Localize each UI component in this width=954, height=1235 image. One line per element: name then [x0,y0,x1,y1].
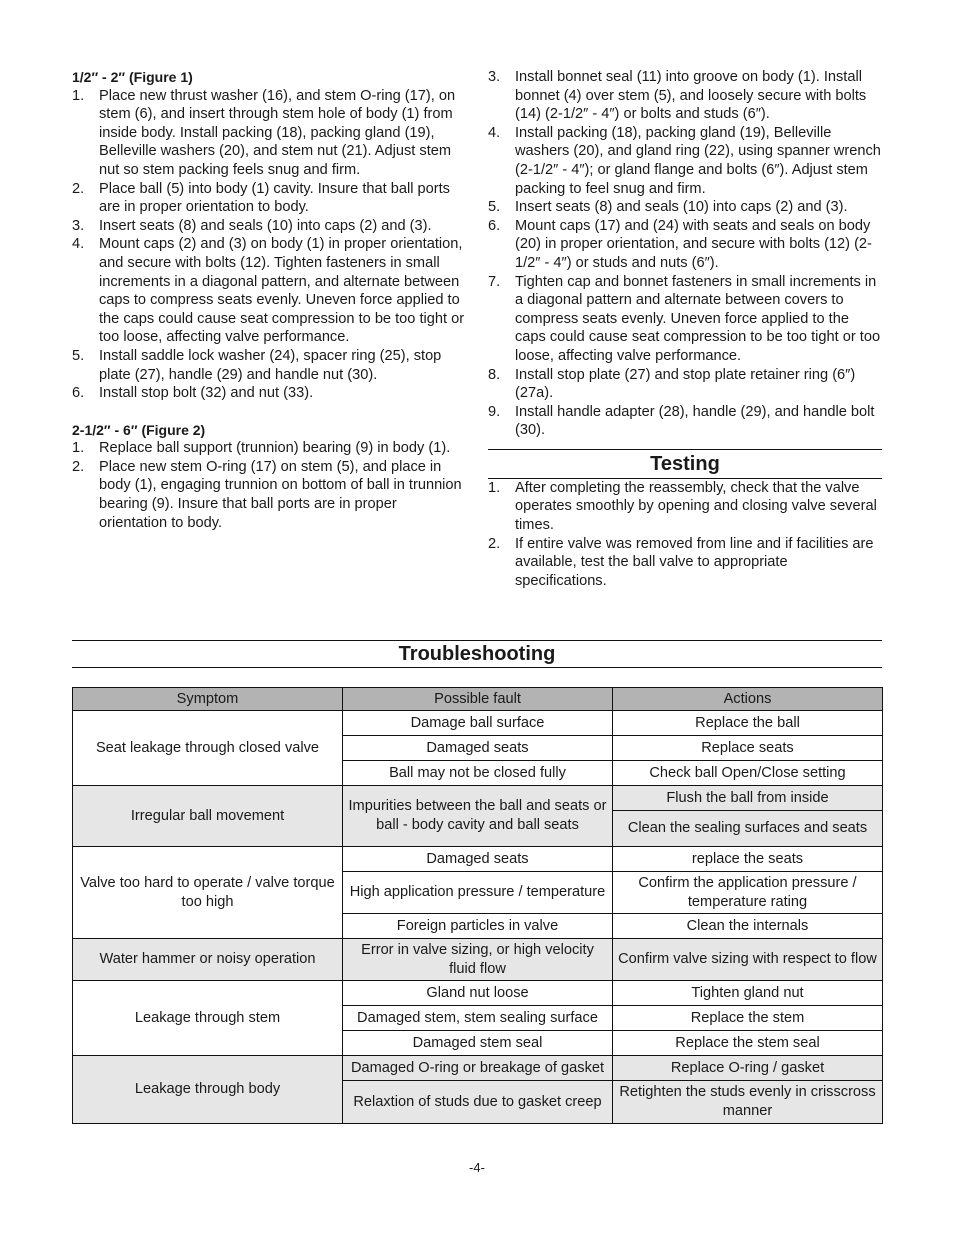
fault-cell: Damaged stem, stem sealing surface [343,1006,613,1031]
step-text: Mount caps (17) and (24) with seats and seals on body (20) in proper orientation, and secure with bolts (12) (2-1/2″ - 4″) or studs and nuts (6″). [515,217,872,271]
troubleshooting-title: Troubleshooting [72,640,882,668]
list-item [488,217,882,273]
fault-cell: Gland nut loose [343,981,613,1006]
action-cell: Replace the ball [613,711,883,736]
page-number: -4- [469,1160,485,1175]
list-item [72,235,468,347]
testing-title: Testing [650,452,720,475]
table-row [73,847,883,872]
action-cell: Confirm valve sizing with respect to flow [613,939,883,981]
action-cell: Check ball Open/Close setting [613,761,883,786]
step-text: Insert seats (8) and seals (10) into caps (2) and (3). [515,199,848,216]
step-text: Install handle adapter (28), handle (29), and handle bolt (30). [515,403,875,439]
step-number: 9. [488,403,501,420]
column-header-fault: Possible fault [343,688,613,711]
step-text: Install stop plate (27) and stop plate retainer ring (6″)(27a). [515,366,856,402]
action-cell: Tighten gland nut [613,981,883,1006]
small-valve-steps [72,87,468,403]
step-text: Place new thrust washer (16), and stem O-ring (17), on stem (6), and insert through stem hole of body (1) from inside body. Install packing (18), packing gland (19), Belleville washers (20), and stem nut (21). Adjust stem nut so stem packing feels snug and firm. [99,87,456,178]
action-cell: Retighten the studs evenly in crisscross manner [613,1081,883,1123]
column-header-actions: Actions [613,688,883,711]
step-number: 1. [488,479,501,496]
list-item [72,87,468,180]
symptom-cell: Leakage through stem [73,981,343,1056]
list-item [72,458,468,532]
action-cell: Replace seats [613,736,883,761]
table-header-row [73,688,883,711]
troubleshooting-header [72,640,882,668]
table-row [73,1056,883,1081]
table-row [73,939,883,981]
step-number: 3. [72,217,85,234]
list-item [488,403,882,440]
step-text: Tighten cap and bonnet fasteners in small increments in a diagonal pattern and alternate between covers to compress seats evenly. Uneven force applied to the caps could cause seat compression to be too tight or too loose, affecting valve performance. [515,273,881,364]
step-text: Install saddle lock washer (24), spacer ring (25), stop plate (27), handle (29) and handle nut (30). [99,347,442,383]
list-item [488,124,882,198]
fault-cell: Error in valve sizing, or high velocity fluid flow [343,939,613,981]
section-heading-small-valves: 1/2″ - 2″ (Figure 1) [72,69,193,85]
table-row [73,711,883,736]
symptom-cell: Leakage through body [73,1056,343,1123]
action-cell: replace the seats [613,847,883,872]
step-text: Install bonnet seal (11) into groove on body (1). Install bonnet (4) over stem (5), and loosely secure with bolts (14) (2-1/2″ - 4″) or bolts and studs (6″). [515,69,867,123]
step-number: 8. [488,366,501,383]
step-number: 1. [72,440,85,457]
step-number: 3. [488,69,501,85]
fault-cell: Damage ball surface [343,711,613,736]
fault-cell: High application pressure / temperature [343,872,613,914]
fault-cell: Impurities between the ball and seats or ball - body cavity and ball seats [343,786,613,847]
step-number: 5. [488,199,501,216]
table-row [73,981,883,1006]
symptom-cell: Irregular ball movement [73,786,343,847]
step-text: Mount caps (2) and (3) on body (1) in proper orientation, and secure with bolts (12). Tighten fasteners in small increments in a diagonal pattern, and alternate between caps to compress seats evenly. Uneven force applied to the caps could cause seat compression to be too tight or too loose, affecting valve performance. [99,236,465,346]
step-text: Replace ball support (trunnion) bearing (9) in body (1). [99,440,451,457]
testing-section [488,449,882,591]
action-cell: Clean the sealing surfaces and seats [613,811,883,847]
action-cell: Replace the stem seal [613,1031,883,1056]
step-number: 1. [72,87,85,104]
symptom-cell: Seat leakage through closed valve [73,711,343,786]
right-column [488,68,882,590]
action-cell: Confirm the application pressure / temperature rating [613,872,883,914]
step-text: Install packing (18), packing gland (19), Belleville washers (20), and gland ring (22), using spanner wrench (2-1/2″ - 4″); or gland flange and bolts (6″). Adjust stem packing to feel snug and firm. [515,124,881,197]
list-item [488,479,882,535]
table-row [73,786,883,811]
list-item [72,439,468,458]
action-cell: Clean the internals [613,914,883,939]
troubleshooting-table [72,687,883,1124]
step-number: 4. [488,124,501,141]
column-header-symptom: Symptom [73,688,343,711]
step-text: After completing the reassembly, check that the valve operates smoothly by opening and closing valve several times. [515,479,877,534]
step-text: If entire valve was removed from line and if facilities are available, test the ball valve to appropriate specifications. [515,535,874,589]
step-number: 4. [72,236,85,253]
list-item [72,347,468,384]
list-item [488,68,882,124]
section-heading-large-valves: 2-1/2″ - 6″ (Figure 2) [72,421,206,438]
step-number: 5. [72,347,85,364]
step-number: 2. [72,180,85,197]
list-item [488,535,882,591]
fault-cell: Damaged stem seal [343,1031,613,1056]
step-number: 6. [488,217,501,234]
step-text: Insert seats (8) and seals (10) into caps (2) and (3). [99,217,432,234]
step-number: 2. [72,458,85,475]
fault-cell: Relaxtion of studs due to gasket creep [343,1081,613,1123]
large-valve-steps [72,439,468,532]
action-cell: Replace O-ring / gasket [613,1056,883,1081]
list-item [72,217,468,236]
step-text: Install stop bolt (32) and nut (33). [99,385,314,402]
testing-steps [488,478,882,591]
fault-cell: Ball may not be closed fully [343,761,613,786]
fault-cell: Damaged O-ring or breakage of gasket [343,1056,613,1081]
large-valve-steps-continued [488,68,882,440]
step-number: 6. [72,385,85,402]
step-text: Place new stem O-ring (17) on stem (5), and place in body (1), engaging trunnion on bottom of ball in trunnion bearing (9). Insure that ball ports are in proper orientation to body. [99,458,462,531]
step-text: Place ball (5) into body (1) cavity. Insure that ball ports are in proper orientation to body. [99,180,450,216]
symptom-cell: Valve too hard to operate / valve torque too high [73,847,343,939]
left-column [72,68,468,532]
action-cell: Flush the ball from inside [613,786,883,811]
list-item [488,366,882,403]
symptom-cell: Water hammer or noisy operation [73,939,343,981]
list-item [488,273,882,366]
action-cell: Replace the stem [613,1006,883,1031]
list-item [72,180,468,217]
step-number: 2. [488,535,501,552]
fault-cell: Foreign particles in valve [343,914,613,939]
step-number: 7. [488,273,501,290]
fault-cell: Damaged seats [343,847,613,872]
list-item [488,198,882,217]
fault-cell: Damaged seats [343,736,613,761]
list-item [72,384,468,403]
